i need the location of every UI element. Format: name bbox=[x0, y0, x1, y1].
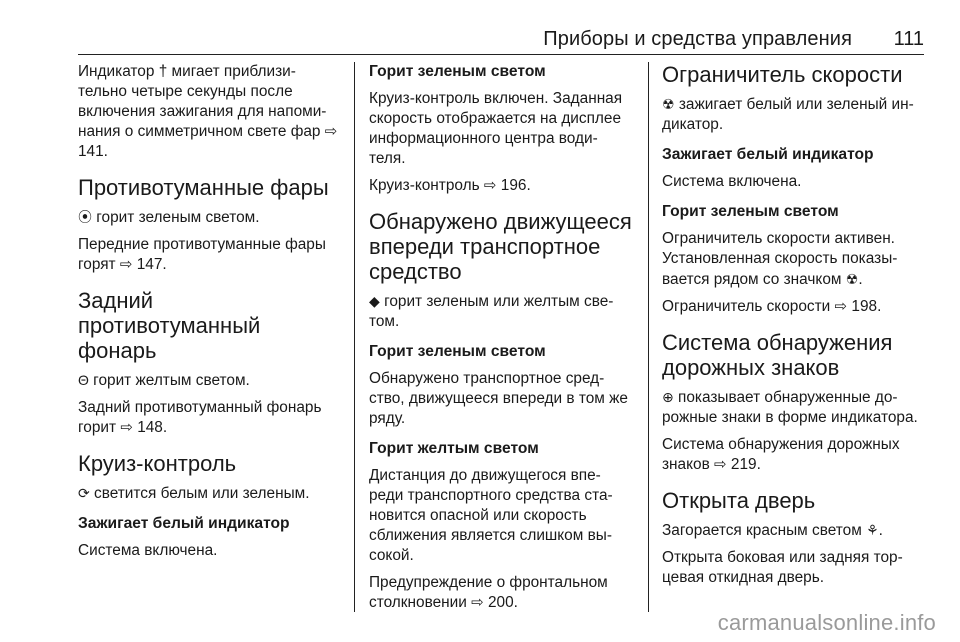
fog-lights-paragraph: Передние противотуманные фары горят ⇨ 147. bbox=[78, 236, 326, 273]
traffic-sign-paragraph: Система обнаружения дорожных знаков ⇨ 219. bbox=[662, 436, 900, 473]
cruise-control-heading: Круиз-контроль bbox=[78, 451, 237, 476]
white-indicator-subheading: Зажигает белый индикатор bbox=[78, 515, 290, 532]
fog-lights-heading: Противотуманные фары bbox=[78, 175, 329, 200]
page-reference: 148. bbox=[137, 419, 168, 436]
header-rule bbox=[78, 54, 924, 55]
limiter-active-paragraph: Ограничитель скорости активен. Установленная скорость показы-вается рядом со значком ☢. bbox=[662, 230, 898, 288]
system-on-text: Система включена. bbox=[78, 542, 218, 559]
vehicle-ahead-heading: Обнаружено движущееся впереди транспортное средство bbox=[369, 209, 632, 284]
traffic-sign-line: ⊕ показывает обнаруженные до-рожные знаки в форме индикатора. bbox=[662, 389, 918, 426]
traffic-sign-icon: ⊕ bbox=[662, 389, 674, 405]
page-number: 111 bbox=[893, 28, 924, 50]
reference-arrow-icon: ⇨ bbox=[471, 594, 484, 611]
speed-limiter-icon: ☢ bbox=[845, 271, 859, 287]
column-3 bbox=[662, 62, 924, 595]
fog-light-icon: ⦿ bbox=[78, 209, 92, 225]
rear-fog-paragraph: Задний противотуманный фонарь горит ⇨ 148. bbox=[78, 399, 322, 436]
page-reference: 219. bbox=[730, 456, 761, 473]
vehicle-ahead-line: ◆ горит зеленым или желтым све-том. bbox=[369, 293, 614, 330]
door-open-line: Загорается красным светом ⚘. bbox=[662, 522, 883, 539]
page-reference: 198. bbox=[851, 298, 882, 315]
reference-arrow-icon: ⇨ bbox=[119, 256, 133, 273]
vehicle-ahead-icon: ◆ bbox=[369, 293, 380, 309]
door-open-heading: Открыта дверь bbox=[662, 488, 816, 513]
vehicle-detected-paragraph: Обнаружено транспортное сред-ство, движущееся впереди в том же ряду. bbox=[369, 370, 628, 427]
speed-limiter-line: ☢ зажигает белый или зеленый ин-дикатор. bbox=[662, 96, 914, 133]
page-reference: 196. bbox=[500, 177, 531, 194]
door-open-icon: ⚘ bbox=[866, 522, 879, 538]
speed-limiter-heading: Ограничитель скорости bbox=[662, 62, 903, 87]
rear-fog-line: Θ горит желтым светом. bbox=[78, 372, 250, 389]
header-title: Приборы и средства управления bbox=[543, 28, 852, 50]
column-divider-2 bbox=[648, 62, 649, 612]
page-reference: 141. bbox=[78, 143, 108, 160]
page-reference: 200. bbox=[487, 594, 518, 611]
white-indicator-subheading: Зажигает белый индикатор bbox=[662, 146, 874, 163]
cruise-control-line: ⟳ светится белым или зеленым. bbox=[78, 485, 310, 502]
watermark: carmanualsonline.info bbox=[717, 610, 936, 635]
reference-arrow-icon: ⇨ bbox=[324, 123, 338, 140]
symmetric-light-paragraph: Индикатор † мигает приблизи-тельно четыре секунды после включения зажигания для напоми-нания о симметричном свете фар ⇨ 141. bbox=[78, 63, 338, 160]
limiter-reference-paragraph: Ограничитель скорости ⇨ 198. bbox=[662, 298, 882, 315]
green-light-subheading: Горит зеленым светом bbox=[369, 63, 546, 80]
cruise-reference-paragraph: Круиз-контроль ⇨ 196. bbox=[369, 177, 531, 194]
door-open-paragraph: Открыта боковая или задняя тор-цевая откидная дверь. bbox=[662, 549, 903, 586]
page-header bbox=[78, 26, 924, 54]
rear-fog-light-icon: Θ bbox=[78, 372, 89, 388]
green-light-subheading-2: Горит зеленым светом bbox=[369, 343, 546, 360]
system-on-text: Система включена. bbox=[662, 173, 802, 190]
distance-warning-paragraph: Дистанция до движущегося впе-реди транспортного средства ста-новится опасной или скорость сближения является слишком вы-сокой. bbox=[369, 467, 613, 564]
reference-arrow-icon: ⇨ bbox=[483, 177, 497, 194]
green-light-subheading: Горит зеленым светом bbox=[662, 203, 839, 220]
fog-lights-line: ⦿ горит зеленым светом. bbox=[78, 209, 260, 226]
cruise-active-paragraph: Круиз-контроль включен. Заданная скорость отображается на дисплее информационного центра води-теля. bbox=[369, 90, 623, 167]
column-2 bbox=[369, 62, 632, 620]
column-divider-1 bbox=[354, 62, 355, 612]
cruise-control-icon: ⟳ bbox=[78, 485, 90, 501]
collision-warning-paragraph: Предупреждение о фронтальном столкновении ⇨ 200. bbox=[369, 574, 608, 611]
yellow-light-subheading: Горит желтым светом bbox=[369, 440, 539, 457]
speed-limiter-icon: ☢ bbox=[662, 96, 675, 112]
page-reference: 147. bbox=[136, 256, 167, 273]
column-1 bbox=[78, 62, 340, 568]
rear-fog-light-heading: Задний противотуманный фонарь bbox=[78, 288, 261, 363]
reference-arrow-icon: ⇨ bbox=[714, 456, 727, 473]
reference-arrow-icon: ⇨ bbox=[120, 419, 133, 436]
traffic-sign-heading: Система обнаружения дорожных знаков bbox=[662, 330, 893, 380]
reference-arrow-icon: ⇨ bbox=[834, 298, 848, 315]
